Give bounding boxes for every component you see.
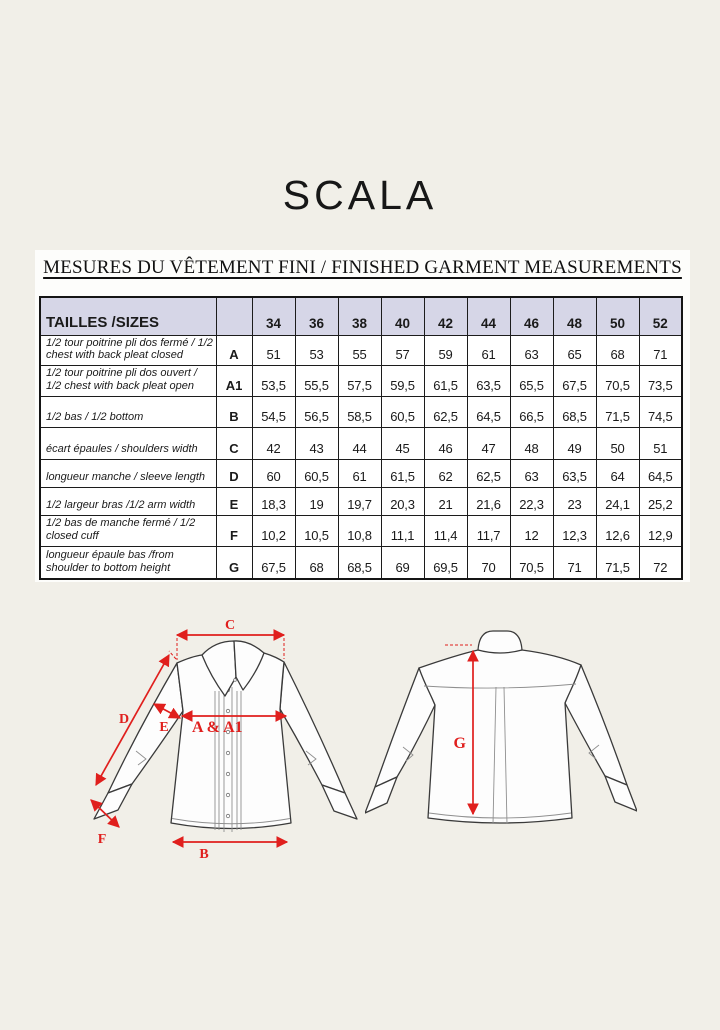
measurement-value: 45 — [381, 428, 424, 460]
back-collar — [478, 631, 522, 653]
measurement-value: 64,5 — [639, 460, 682, 488]
measurement-label: 1/2 largeur bras /1/2 arm width — [40, 488, 216, 516]
measurement-letter: B — [216, 397, 252, 428]
measurement-value: 46 — [424, 428, 467, 460]
measurement-label: 1/2 tour poitrine pli dos ouvert / 1/2 chest with back pleat open — [40, 366, 216, 397]
table-body — [40, 335, 682, 579]
measurement-value: 71 — [639, 335, 682, 366]
table-header-letter-spacer — [216, 297, 252, 335]
measurement-value: 73,5 — [639, 366, 682, 397]
table-row — [40, 397, 682, 428]
measurement-value: 23 — [553, 488, 596, 516]
measurement-value: 64,5 — [467, 397, 510, 428]
measurement-value: 60,5 — [295, 460, 338, 488]
measurement-value: 10,5 — [295, 516, 338, 547]
measurement-letter: A1 — [216, 366, 252, 397]
size-header: 46 — [510, 297, 553, 335]
measurement-letter: F — [216, 516, 252, 547]
measurement-value: 12,3 — [553, 516, 596, 547]
table-header-sizes-label: TAILLES /SIZES — [40, 297, 216, 335]
measurements-table — [39, 296, 683, 580]
measurement-value: 69 — [381, 547, 424, 579]
size-header: 48 — [553, 297, 596, 335]
table-row — [40, 460, 682, 488]
measurement-label: longueur épaule bas /from shoulder to bottom height — [40, 547, 216, 579]
table-row — [40, 547, 682, 579]
measurement-value: 49 — [553, 428, 596, 460]
size-header: 34 — [252, 297, 295, 335]
measurement-value: 12 — [510, 516, 553, 547]
measurement-value: 55 — [338, 335, 381, 366]
measurement-value: 68,5 — [553, 397, 596, 428]
measurement-value: 10,8 — [338, 516, 381, 547]
measurement-value: 51 — [639, 428, 682, 460]
shirt-back-drawing — [365, 615, 637, 871]
size-header: 50 — [596, 297, 639, 335]
size-header: 52 — [639, 297, 682, 335]
measurement-value: 57 — [381, 335, 424, 366]
measurement-value: 71 — [553, 547, 596, 579]
measurement-value: 68 — [295, 547, 338, 579]
table-row — [40, 428, 682, 460]
measurement-value: 61,5 — [424, 366, 467, 397]
measurement-value: 74,5 — [639, 397, 682, 428]
measurement-value: 21 — [424, 488, 467, 516]
section-heading: MESURES DU VÊTEMENT FINI / FINISHED GARMENT MEASUREMENTS — [43, 257, 682, 278]
measurement-value: 65,5 — [510, 366, 553, 397]
measurement-value: 59 — [424, 335, 467, 366]
back-body — [419, 650, 581, 823]
measurement-value: 42 — [252, 428, 295, 460]
dim-label-g: G — [453, 735, 466, 752]
measurement-label: 1/2 bas / 1/2 bottom — [40, 397, 216, 428]
table-row — [40, 335, 682, 366]
measurement-value: 50 — [596, 428, 639, 460]
measurement-value: 11,1 — [381, 516, 424, 547]
dim-label-e: E — [159, 720, 169, 735]
page-title: SCALA — [282, 172, 438, 218]
measurement-value: 61,5 — [381, 460, 424, 488]
measurement-value: 19,7 — [338, 488, 381, 516]
measurement-value: 51 — [252, 335, 295, 366]
measurement-value: 59,5 — [381, 366, 424, 397]
dim-label-f: F — [97, 832, 107, 847]
measurement-value: 68,5 — [338, 547, 381, 579]
measurement-letter: E — [216, 488, 252, 516]
measurement-value: 47 — [467, 428, 510, 460]
table-row — [40, 488, 682, 516]
measurement-value: 69,5 — [424, 547, 467, 579]
size-header: 42 — [424, 297, 467, 335]
size-header: 36 — [295, 297, 338, 335]
size-header: 40 — [381, 297, 424, 335]
measurement-value: 63,5 — [553, 460, 596, 488]
measurement-value: 63 — [510, 335, 553, 366]
measurement-label: 1/2 tour poitrine pli dos fermé / 1/2 chest with back pleat closed — [40, 335, 216, 366]
dim-label-c: C — [224, 618, 236, 633]
measurement-letter: A — [216, 335, 252, 366]
dim-label-b: B — [199, 847, 209, 862]
measurement-value: 62 — [424, 460, 467, 488]
measurement-value: 44 — [338, 428, 381, 460]
front-left-sleeve — [108, 663, 183, 793]
measurement-value: 10,2 — [252, 516, 295, 547]
table-row — [40, 516, 682, 547]
measurement-value: 60,5 — [381, 397, 424, 428]
measurement-value: 20,3 — [381, 488, 424, 516]
measurement-label: longueur manche / sleeve length — [40, 460, 216, 488]
measurement-value: 68 — [596, 335, 639, 366]
measurement-value: 43 — [295, 428, 338, 460]
shirt-front-drawing — [88, 615, 360, 871]
measurements-panel — [35, 250, 690, 582]
dim-label-a: A & A1 — [192, 719, 243, 736]
measurement-letter: C — [216, 428, 252, 460]
measurement-value: 55,5 — [295, 366, 338, 397]
size-header: 44 — [467, 297, 510, 335]
measurement-value: 19 — [295, 488, 338, 516]
measurement-value: 22,3 — [510, 488, 553, 516]
measurement-value: 70,5 — [510, 547, 553, 579]
measurement-value: 53,5 — [252, 366, 295, 397]
measurement-value: 58,5 — [338, 397, 381, 428]
measurement-letter: D — [216, 460, 252, 488]
measurement-value: 71,5 — [596, 547, 639, 579]
measurement-value: 62,5 — [424, 397, 467, 428]
measurement-value: 67,5 — [252, 547, 295, 579]
measurement-value: 70 — [467, 547, 510, 579]
measurement-value: 25,2 — [639, 488, 682, 516]
measurement-value: 64 — [596, 460, 639, 488]
measurement-value: 12,9 — [639, 516, 682, 547]
measurement-value: 71,5 — [596, 397, 639, 428]
measurement-value: 11,7 — [467, 516, 510, 547]
measurement-value: 48 — [510, 428, 553, 460]
measurement-value: 72 — [639, 547, 682, 579]
measurement-value: 24,1 — [596, 488, 639, 516]
measurement-label: 1/2 bas de manche fermé / 1/2 closed cuff — [40, 516, 216, 547]
measurement-value: 65 — [553, 335, 596, 366]
measurement-value: 67,5 — [553, 366, 596, 397]
measurement-value: 11,4 — [424, 516, 467, 547]
measurement-value: 60 — [252, 460, 295, 488]
measurement-value: 54,5 — [252, 397, 295, 428]
measurement-label: écart épaules / shoulders width — [40, 428, 216, 460]
dim-label-d: D — [118, 712, 130, 727]
measurement-letter: G — [216, 547, 252, 579]
measurement-value: 62,5 — [467, 460, 510, 488]
table-row — [40, 366, 682, 397]
measurement-value: 57,5 — [338, 366, 381, 397]
measurement-value: 56,5 — [295, 397, 338, 428]
measurement-value: 66,5 — [510, 397, 553, 428]
front-right-sleeve — [280, 662, 345, 793]
size-header: 38 — [338, 297, 381, 335]
measurement-value: 61 — [338, 460, 381, 488]
measurement-value: 61 — [467, 335, 510, 366]
measurement-value: 63,5 — [467, 366, 510, 397]
measurement-value: 63 — [510, 460, 553, 488]
front-collar-button — [234, 679, 237, 682]
dim-d-extension — [169, 651, 176, 659]
measurement-value: 18,3 — [252, 488, 295, 516]
measurement-value: 12,6 — [596, 516, 639, 547]
measurement-value: 21,6 — [467, 488, 510, 516]
measurement-value: 53 — [295, 335, 338, 366]
measurement-value: 70,5 — [596, 366, 639, 397]
table-header-row — [40, 297, 682, 335]
